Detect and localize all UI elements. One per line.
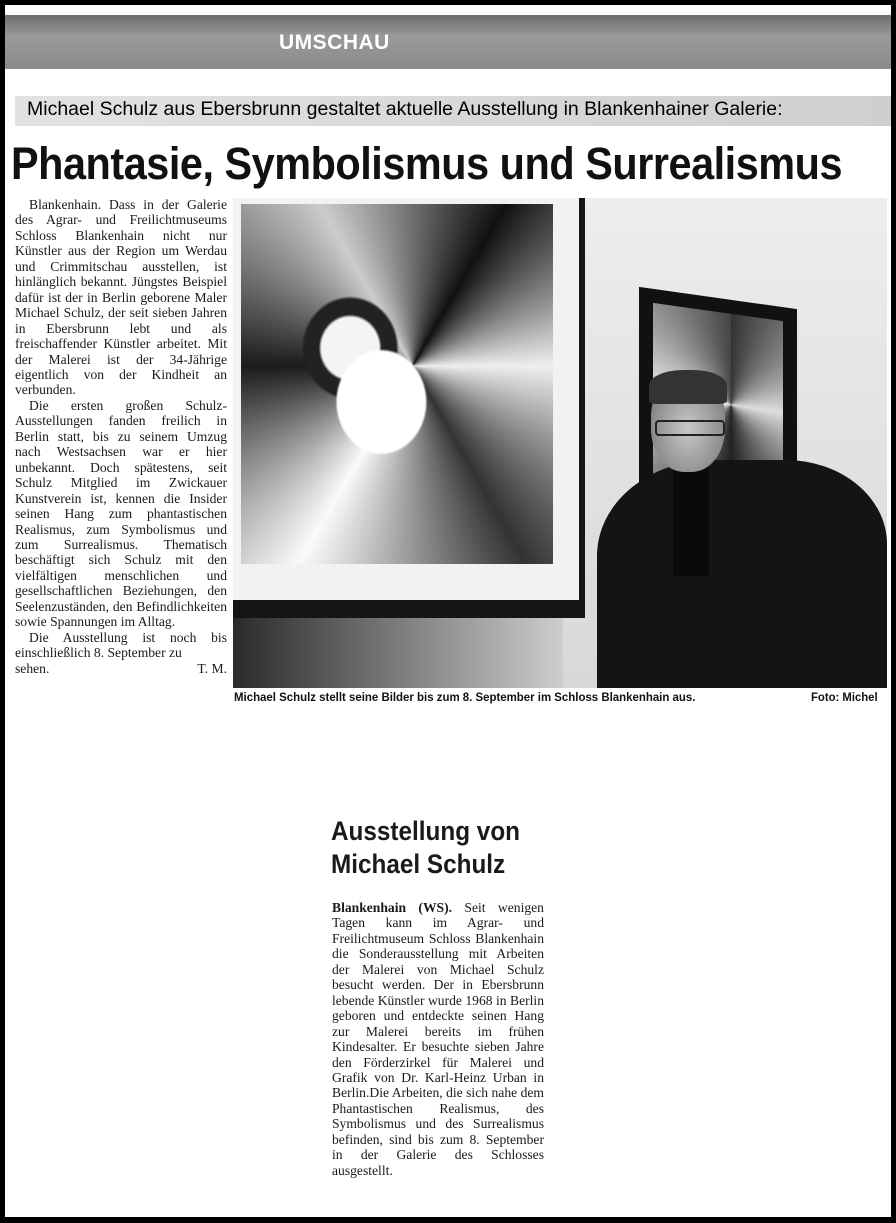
article-paragraph: Die ersten großen Schulz-Ausstellungen fanden freilich in Berlin statt, bis zu seinem Umzug nach Westsachsen war er hier unbekannt. Doch spätestens, seit Schulz Mitglied im Zwickauer Kunstverein ist, kennen die Insider seinen Hang zum phantastischen Realismus, zum Symbolismus und zum Surrealismus. Thematisch beschäftigt sich Schulz mit den vielfältigen menschlichen und gesellschaftlichen Beziehungen, den Seelenzuständen, den Befindlichkeiten sowie Spannungen im Alltag. bbox=[15, 397, 227, 630]
headline: Phantasie, Symbolismus und Surrealismus bbox=[11, 138, 843, 189]
painting-frame bbox=[233, 198, 585, 618]
article2-paragraph bbox=[332, 900, 544, 1178]
article-column bbox=[15, 197, 227, 676]
author-signature: T. M. bbox=[197, 660, 227, 676]
signature-row bbox=[15, 661, 227, 676]
glasses-icon bbox=[655, 420, 725, 436]
surreal-painting bbox=[241, 204, 553, 564]
artist-portrait bbox=[597, 376, 887, 688]
photo-caption: Michael Schulz stellt seine Bilder bis zum 8. September im Schloss Blankenhain aus. bbox=[234, 690, 696, 704]
section-banner bbox=[5, 15, 891, 69]
article2-column bbox=[332, 900, 544, 1178]
article-photo bbox=[233, 198, 887, 688]
photo-credit: Foto: Michel bbox=[811, 690, 878, 704]
dateline: Blankenhain (WS). bbox=[332, 900, 453, 915]
article2-body: Seit wenigen Tagen kann im Agrar- und Freilichtmuseum Schloss Blankenhain die Sonderausstellung mit Arbeiten der Malerei von Michael Schulz besucht werden. Der in Ebersbrunn lebende Künstler wurde 1968 in Berlin geboren und entdeckte seinen Hang zur Malerei bereits im frühen Kindesalter. Er besuchte sieben Jahre den Förderzirkel für Malerei und Grafik von Dr. Karl-Heinz Urban in Berlin.Die Arbeiten, die sich nahe dem Phantastischen Realismus, des Symbolismus und des Surrealismus befinden, sind bis zum 8. September in der Galerie des Schlosses ausgestellt. bbox=[332, 900, 544, 1178]
section-title: UMSCHAU bbox=[279, 31, 390, 54]
article-paragraph: Die Ausstellung ist noch bis einschließlich 8. September zu bbox=[15, 629, 227, 661]
last-word: sehen. bbox=[15, 660, 50, 676]
kicker-bar bbox=[15, 96, 891, 126]
article-paragraph: Blankenhain. Dass in der Galerie des Agrar- und Freilichtmuseums Schloss Blankenhain nicht nur Künstler aus der Region um Werdau und Crimmitschau ausstellen, ist hinlänglich bekannt. Jüngstes Beispiel dafür ist der in Berlin geborene Maler Michael Schulz, der seit sieben Jahren in Ebersbrunn lebt und als freischaffender Künstler arbeitet. Mit der Malerei ist der 34-Jährige eigentlich von der Kindheit an verbunden. bbox=[15, 197, 227, 398]
newspaper-page bbox=[5, 5, 891, 1217]
kicker-text: Michael Schulz aus Ebersbrunn gestaltet aktuelle Ausstellung in Blankenhainer Galerie: bbox=[27, 98, 783, 120]
article2-title: Ausstellung von Michael Schulz bbox=[331, 816, 521, 879]
